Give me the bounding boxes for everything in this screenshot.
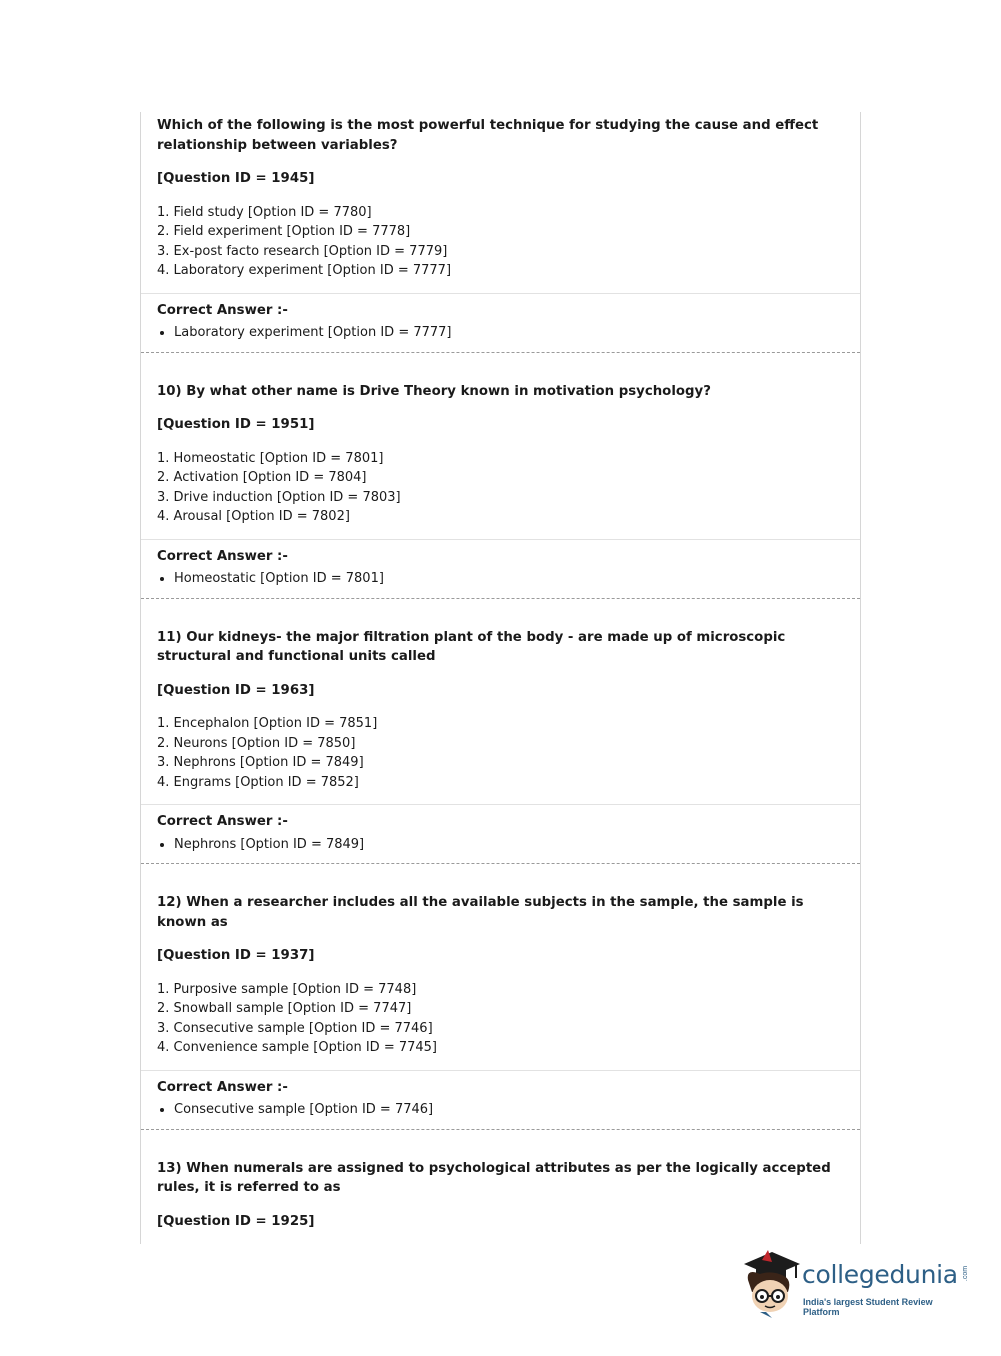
answer-label: Correct Answer :- — [157, 814, 288, 829]
question-id: [Question ID = 1925] — [157, 1213, 315, 1229]
question-section — [141, 382, 860, 539]
question-section — [141, 628, 860, 805]
brand-tagline: India's largest Student Review Platform — [803, 1297, 933, 1317]
question-text: 10) By what other name is Drive Theory known in motivation psychology? — [157, 383, 711, 399]
option-item: 4. Arousal [Option ID = 7802] — [157, 509, 350, 524]
option-item: 4. Laboratory experiment [Option ID = 7777] — [157, 263, 452, 278]
option-item: 4. Convenience sample [Option ID = 7745] — [157, 1040, 438, 1055]
option-item: 1. Purposive sample [Option ID = 7748] — [157, 981, 417, 997]
answer-section — [141, 1070, 860, 1129]
question-text: 11) Our kidneys- the major filtration plant of the body - are made up of microscopic structural and functional units called — [157, 629, 786, 664]
option-item: 2. Activation [Option ID = 7804] — [157, 470, 367, 485]
answer-list — [157, 569, 844, 589]
option-item: 3. Drive induction [Option ID = 7803] — [157, 489, 401, 505]
option-item: 2. Field experiment [Option ID = 7778] — [157, 224, 411, 239]
answer-list — [157, 1100, 844, 1120]
question-id: [Question ID = 1937] — [157, 948, 315, 963]
question-id: [Question ID = 1951] — [157, 417, 315, 432]
answer-section — [141, 539, 860, 598]
options-list — [157, 203, 844, 281]
question-id: [Question ID = 1963] — [157, 682, 315, 698]
answer-label: Correct Answer :- — [157, 548, 288, 564]
question-text: 12) When a researcher includes all the available subjects in the sample, the sample is known as — [157, 895, 804, 930]
question-block — [141, 628, 860, 864]
question-text: 13) When numerals are assigned to psychological attributes as per the logically accepted rules, it is referred to as — [157, 1160, 831, 1195]
option-item: 3. Consecutive sample [Option ID = 7746] — [157, 1020, 433, 1036]
option-item: 3. Ex-post facto research [Option ID = 7779] — [157, 243, 448, 259]
question-block — [141, 893, 860, 1129]
option-item: 2. Snowball sample [Option ID = 7747] — [157, 1001, 412, 1016]
question-text: Which of the following is the most powerful technique for studying the cause and effect relationship between variables? — [157, 118, 819, 153]
option-item: 2. Neurons [Option ID = 7850] — [157, 735, 356, 751]
option-item: 1. Homeostatic [Option ID = 7801] — [157, 450, 384, 466]
answer-section — [141, 293, 860, 352]
answer-item: • Laboratory experiment [Option ID = 7777] — [174, 323, 844, 343]
option-item: 1. Field study [Option ID = 7780] — [157, 204, 372, 220]
question-section — [141, 1159, 860, 1244]
answer-item: • Homeostatic [Option ID = 7801] — [174, 569, 844, 589]
answer-section — [141, 804, 860, 863]
brand-dotcom: .com — [962, 1265, 970, 1282]
answer-list — [157, 323, 844, 343]
answer-item: • Nephrons [Option ID = 7849] — [174, 835, 844, 855]
options-list — [157, 980, 844, 1058]
question-section — [141, 116, 860, 293]
option-item: 1. Encephalon [Option ID = 7851] — [157, 716, 378, 731]
question-id: [Question ID = 1945] — [157, 171, 315, 186]
answer-list — [157, 835, 844, 855]
answer-item: • Consecutive sample [Option ID = 7746] — [174, 1100, 844, 1120]
option-item: 4. Engrams [Option ID = 7852] — [157, 774, 359, 790]
answer-label: Correct Answer :- — [157, 302, 288, 318]
collegedunia-logo — [738, 1246, 970, 1322]
option-item: 3. Nephrons [Option ID = 7849] — [157, 755, 364, 770]
question-paper — [140, 112, 861, 1244]
brand-name: collegedunia — [802, 1260, 958, 1289]
question-block — [141, 1159, 860, 1244]
options-list — [157, 449, 844, 527]
question-block — [141, 112, 860, 352]
question-block — [141, 382, 860, 598]
mascot-icon — [738, 1246, 802, 1322]
question-section — [141, 893, 860, 1070]
answer-label: Correct Answer :- — [157, 1079, 288, 1095]
options-list — [157, 714, 844, 792]
